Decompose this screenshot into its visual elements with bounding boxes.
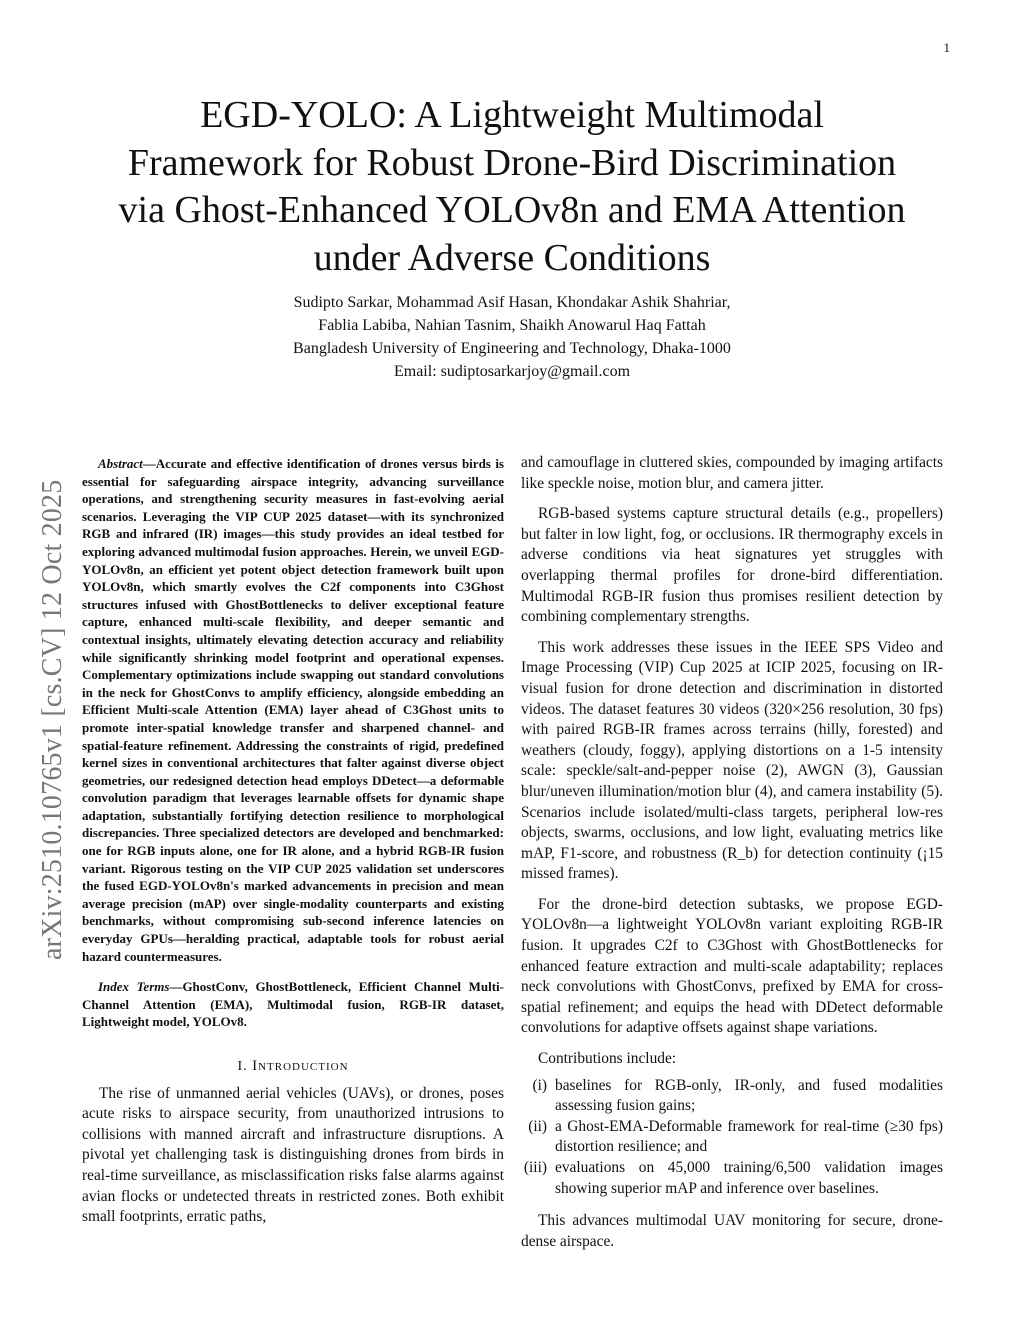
list-item-number: (iii): [523, 1159, 547, 1176]
email: Email: sudiptosarkarjoy@gmail.com: [393, 363, 631, 380]
paper-title: [60, 92, 964, 282]
author-block: [60, 291, 964, 383]
list-item-number: (ii): [528, 1117, 547, 1135]
title-line: via Ghost-Enhanced YOLOv8n and EMA Attention: [118, 189, 906, 231]
list-item-text: a Ghost-EMA-Deformable framework for real-time (≥30 fps) distortion resilience; and: [555, 1117, 943, 1156]
title-line: under Adverse Conditions: [313, 236, 711, 279]
contributions-list: [521, 1076, 943, 1200]
intro-paragraph-1: The rise of unmanned aerial vehicles (UAVs), or drones, poses acute risks to airspace security, from unauthorized intrusions to collisions with manned aircraft and infrastructure disruptions. A pivotal yet challenging task is distinguishing drones from birds in real-time surveillance, as misclassification risks false alarms against avian flocks or undetected threats in restricted zones. Both exhibit small footprints, erratic paths,: [82, 1084, 504, 1226]
intro-paragraph-2: RGB-based systems capture structural details (e.g., propellers) but falter in low light, fog, or occlusions. IR thermography excels in adverse conditions via heat signatures yet struggles with overlapping thermal profiles for drone-bird differentiation. Multimodal RGB-IR fusion thus promises resilient detection by combining complementary strengths.: [521, 505, 943, 626]
list-item: [521, 1076, 943, 1117]
list-item-text: evaluations on 45,000 training/6,500 validation images showing superior mAP and inference over baselines.: [555, 1159, 943, 1197]
index-terms-text: —GhostConv, GhostBottleneck, Efficient Channel Multi-Channel Attention (EMA), Multimodal fusion, RGB-IR dataset, Lightweight model, YOLOv8.: [82, 979, 504, 1030]
arxiv-stamp: arXiv:2510.10765v1 [cs.CV] 12 Oct 2025: [37, 479, 68, 960]
list-item-text: baselines for RGB-only, IR-only, and fused modalities assessing fusion gains;: [555, 1076, 943, 1115]
section-number: I.: [237, 1059, 248, 1074]
abstract: [82, 455, 504, 965]
abstract-label: Abstract: [98, 456, 143, 471]
list-item: [521, 1158, 943, 1199]
contributions-intro: Contributions include:: [538, 1050, 677, 1068]
index-terms: [82, 978, 504, 1031]
abstract-text: —Accurate and effective identification of drones versus birds is essential for safeguarding airspace integrity, advancing surveillance operations, and strengthening security measures in fast-evolving aerial scenarios. Leveraging the VIP CUP 2025 dataset—with its synchronized RGB and infrared (IR) images—this study provides an ideal testbed for exploring advanced multimodal fusion approaches. Herein, we unveil EGD-YOLOv8n, an efficient yet potent object detection framework built upon YOLOv8n, which smartly evolves the C2f components into C3Ghost structures infused with GhostBottlenecks to deliver exceptional feature capture, enhanced multi-scale flexibility, and deeper semantic and contextual insights, ultimately elevating detection accuracy and reliability while significantly shrinking model footprint and operational expenses. Complementary optimizations include swapping out standard convolutions in the neck for GhostConvs to amplify efficiency, alongside embedding an Efficient Multi-scale Attention (EMA) layer ahead of C3Ghost units to promote inter-spatial knowledge transfer and sharpened channel- and spatial-feature refinement. Addressing the constraints of rigid, predefined kernel sizes in conventional architectures that falter against diverse object geometries, our redesigned detection head employs DDetect—a deformable convolution paradigm that leverages learnable offsets for dynamic shape adaptation, substantially fortifying detection resilience to morphological discrepancies. Three specialized detectors are developed and benchmarked: one for RGB inputs alone, one for IR alone, and a hybrid RGB-IR fusion variant. Rigorous testing on the VIP CUP 2025 validation set underscores the fused EGD-YOLOv8n's marked advancements in precision and mean average precision (mAP) over single-modality counterparts and existing benchmarks, without compromising sub-second inference latencies on everyday GPUs—heralding practical, adaptable tools for robust aerial hazard countermeasures.: [82, 456, 504, 964]
authors-line: Sudipto Sarkar, Mohammad Asif Hasan, Khondakar Ashik Shahriar,: [293, 294, 731, 311]
title-line: Framework for Robust Drone-Bird Discrimination: [127, 141, 897, 184]
list-item-number: (i): [532, 1076, 547, 1094]
page-number: 1: [943, 40, 950, 55]
left-column: [82, 455, 504, 1238]
intro-paragraph-1-continued: and camouflage in cluttered skies, compounded by imaging artifacts like speckle noise, motion blur, and camera jitter.: [521, 454, 943, 492]
section-heading: [82, 1056, 504, 1078]
intro-paragraph-4: For the drone-bird detection subtasks, we propose EGD-YOLOv8n—a lightweight YOLOv8n variant exploiting RGB-IR fusion. It upgrades C2f to C3Ghost with GhostBottlenecks for enhanced feature extraction and multi-scale adaptability; replaces neck convolutions with GhostConvs, prefixed by EMA for cross-spatial refinement; and equips the head with DDetect deformable convolutions for adaptive offsets against shape variations.: [521, 895, 943, 1037]
intro-paragraph-3: This work addresses these issues in the IEEE SPS Video and Image Processing (VIP) Cup 2025 at ICIP 2025, focusing on IR-visual fusion for drone detection and discrimination in distorted videos. The dataset features 30 videos (320×256 resolution, 30 fps) with paired RGB-IR frames across terrains (hilly, forested) and weathers (cloudy, foggy), applying distortions on a 1-5 intensity scale: speckle/salt-and-pepper noise (2), AWGN (3), Gaussian blur/uneven illumination/motion blur (4), and camera instability (5). Scenarios include isolated/multi-class targets, peripheral low-res objects, swarms, occlusions, and low light, evaluating metrics like mAP, F1-score, and robustness (R_b) for detection continuity (¡15 missed frames).: [521, 638, 943, 883]
list-item: [521, 1117, 943, 1158]
section-title: Introduction: [252, 1058, 349, 1074]
title-line: EGD-YOLO: A Lightweight Multimodal: [200, 94, 824, 136]
closing-paragraph: This advances multimodal UAV monitoring for secure, drone-dense airspace.: [521, 1212, 943, 1250]
right-column: [521, 453, 943, 1262]
affiliation: Bangladesh University of Engineering and Technology, Dhaka-1000: [293, 340, 731, 357]
index-terms-label: Index Terms: [98, 979, 170, 995]
authors-line: Fablia Labiba, Nahian Tasnim, Shaikh Anowarul Haq Fattah: [318, 317, 706, 334]
